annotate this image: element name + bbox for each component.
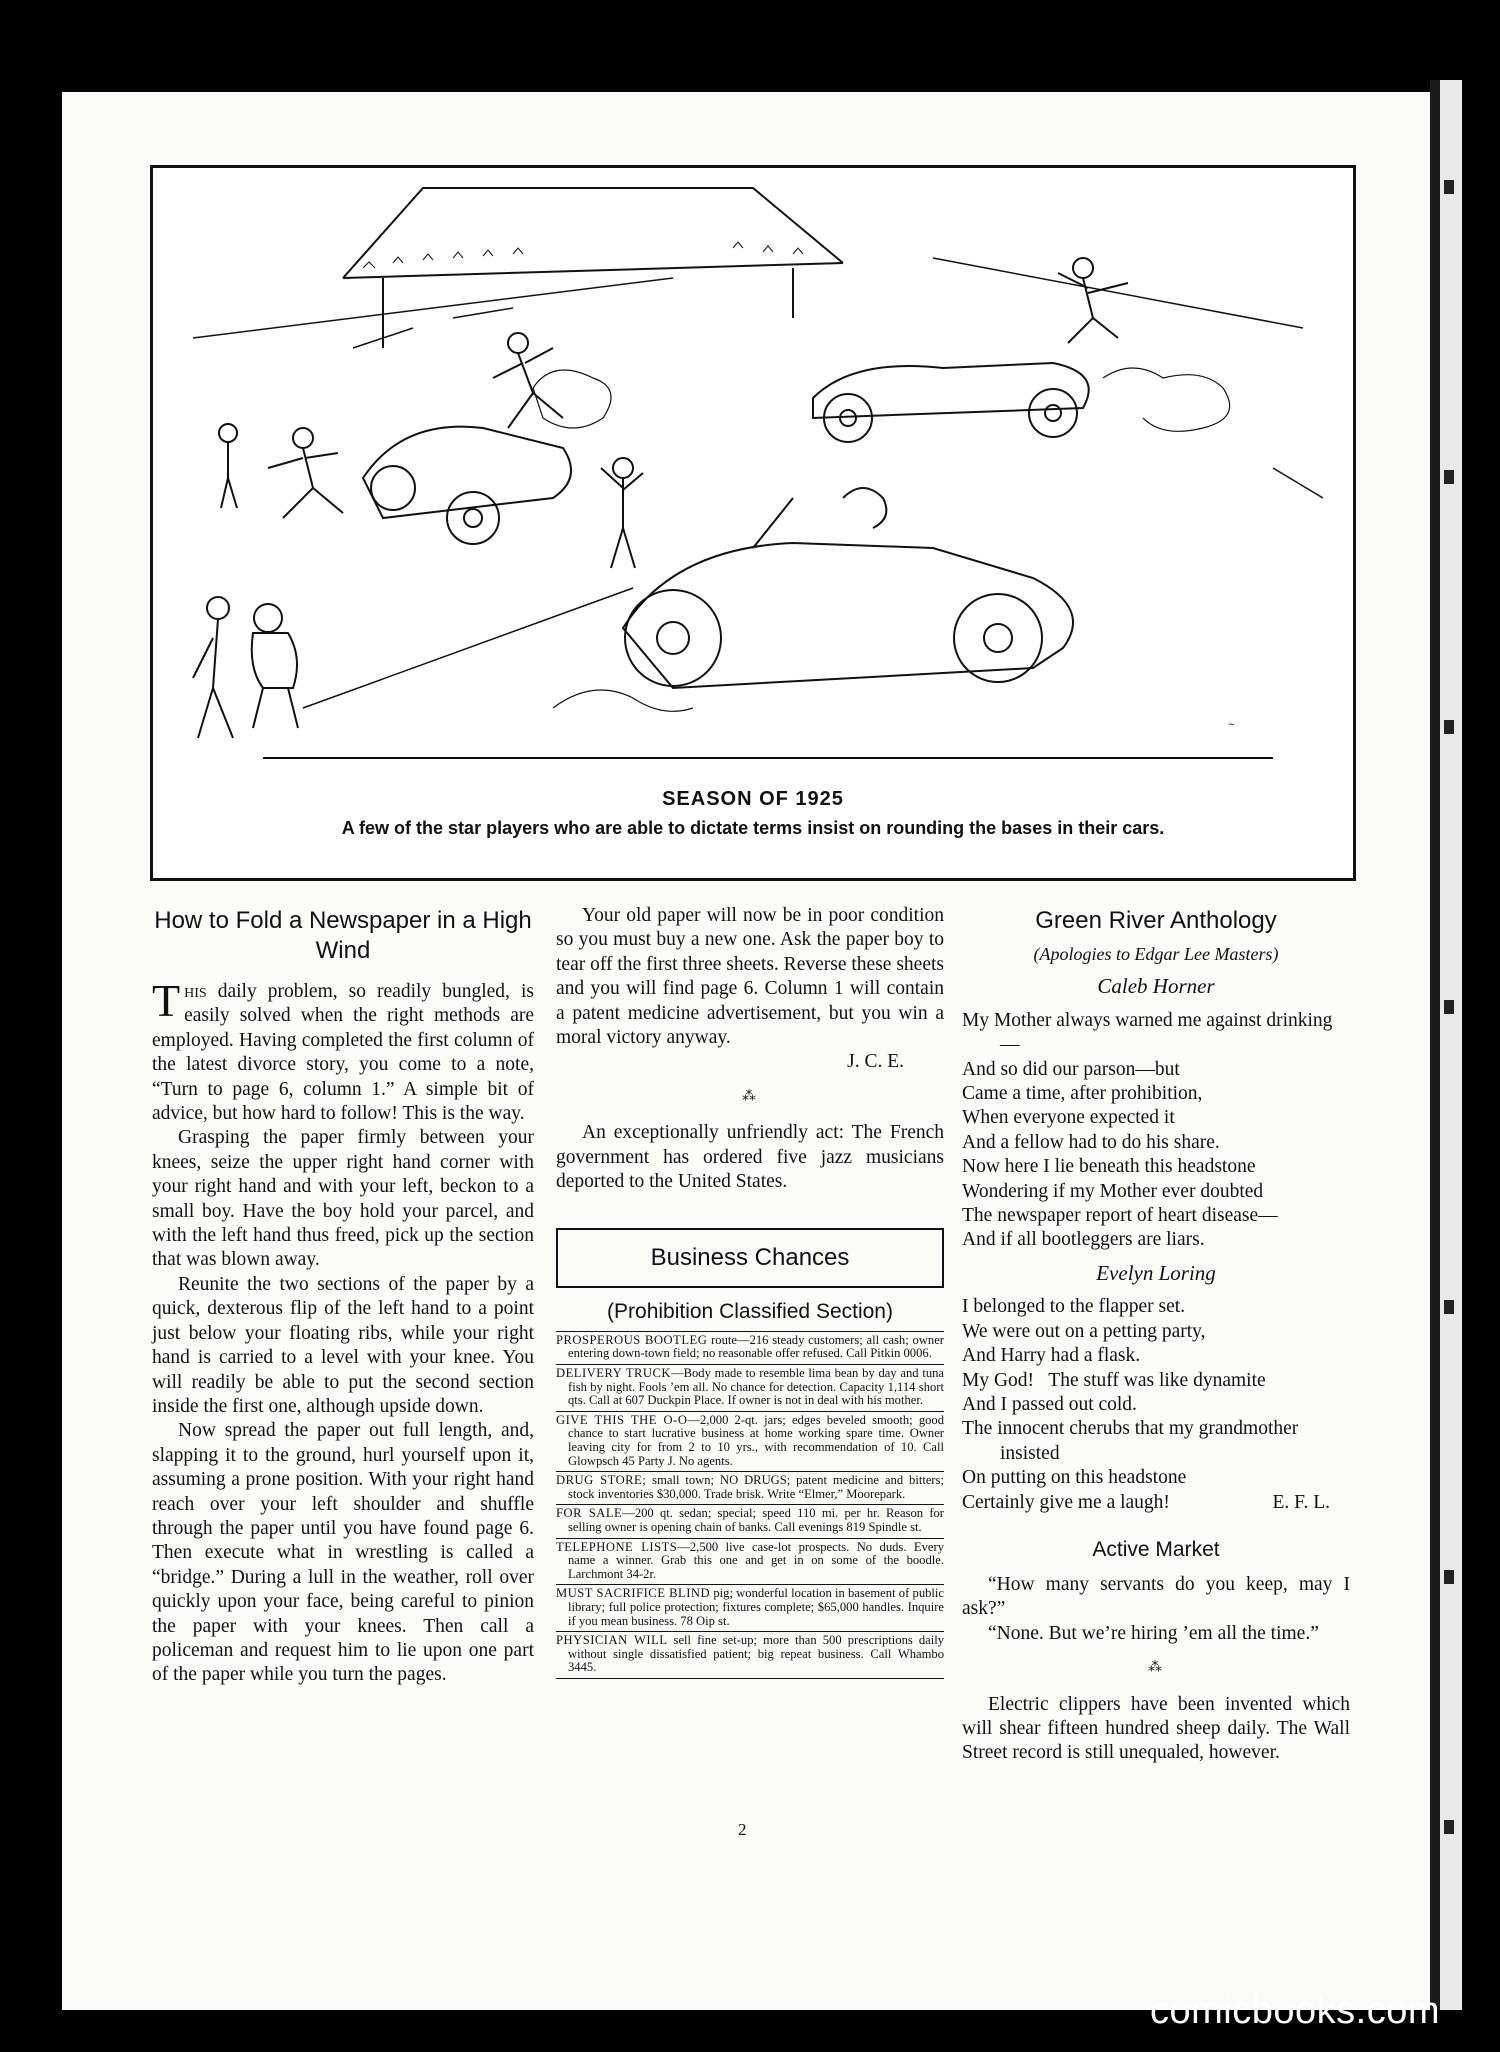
poem-line: Certainly give me a laugh! (962, 1491, 1170, 1513)
poem-line: And so did our parson—but (962, 1058, 1180, 1080)
separator-stars: ⁂ (1148, 1660, 1164, 1676)
edge-mark (1444, 1000, 1454, 1014)
artist-signature: ~ (1228, 719, 1235, 731)
poem-caleb-horner (962, 1009, 1350, 1253)
edge-mark (1444, 1300, 1454, 1314)
poem-line: And a fellow had to do his share. (962, 1131, 1220, 1153)
separator-stars: ⁂ (742, 1088, 758, 1104)
poem-line: And Harry had a flask. (962, 1345, 1141, 1367)
article-paragraph: Now spread the paper out full length, and, slapping it to the ground, hurl yourself upon it, assuming a prone position. With your right hand reach over your left shoulder and shuffle through the paper until you have found page 6. Then execute what in wrestling is called a “bridge.” During a lull in the weather, roll over quickly upon your face, being careful to pinion the paper with your knees. Then call a policeman and request him to lie upon one part of the paper while you turn the pages. (152, 1420, 534, 1686)
cartoon-caption-text: A few of the star players who are able to dictate terms insist on rounding the bases in their cars. (341, 818, 1165, 838)
business-chances-heading: Business Chances (556, 1228, 944, 1288)
poem-line: And I passed out cold. (962, 1393, 1137, 1415)
lead-smallcaps: his (184, 981, 207, 1002)
poem-line: When everyone expected it (962, 1107, 1175, 1129)
jazz-item: An exceptionally unfriendly act: The French government has ordered five jazz musicians deported to the United States. (556, 1122, 944, 1193)
edge-mark (1444, 1820, 1454, 1834)
paragraph-text: daily problem, so readily bungled, is easily solved when the right methods are employed. Having completed the first column of the latest divorce story, you come to a note, “Turn to page 6, column 1.” A simple bit of advice, but how hard to follow! This is the way. (152, 981, 534, 1125)
active-market-paragraph: “How many servants do you keep, may I ask?” (962, 1573, 1350, 1620)
cartoon-drawing (153, 168, 1353, 778)
ad-head: FOR SALE (556, 1506, 623, 1521)
classified-ad (556, 1584, 944, 1631)
column-1 (152, 900, 534, 1688)
page-number: 2 (738, 1820, 747, 1839)
poem-line: The innocent cherubs that my grandmother insisted (962, 1418, 1299, 1464)
poem-line: We were out on a petting party, (962, 1320, 1206, 1342)
ad-head: DELIVERY TRUCK (556, 1366, 672, 1381)
edge-mark (1444, 180, 1454, 194)
classified-ad (556, 1538, 944, 1585)
business-chances-subtitle: (Prohibition Classified Section) (607, 1300, 893, 1324)
clippers-item: Electric clippers have been invented which will shear fifteen hundred sheep daily. The Wall Street record is still unequaled, however. (962, 1693, 1350, 1764)
classified-ad (556, 1364, 944, 1411)
cartoon-caption-title: SEASON OF 1925 (662, 788, 844, 810)
poem-line: My God! The stuff was like dynamite (962, 1369, 1266, 1391)
cartoon-illustration (150, 165, 1356, 881)
ad-head: DRUG STORE; (556, 1473, 647, 1488)
edge-mark (1444, 1570, 1454, 1584)
drop-cap: T (152, 975, 181, 1026)
edge-mark (1444, 470, 1454, 484)
anthology-subtitle: (Apologies to Edgar Lee Masters) (1033, 944, 1279, 964)
poem-evelyn-loring (962, 1295, 1350, 1515)
article-continuation: Your old paper will now be in poor condition so you must buy a new one. Ask the paper boy to tear off the first three sheets. Reverse these sheets and you will find page 6. Column 1 will contain a patent medicine advertisement, but you win a moral victory anyway. (556, 905, 944, 1049)
page-edge (1440, 80, 1462, 2010)
classified-ad (556, 1504, 944, 1537)
ad-body: —2,500 live case-lot prospects. No duds. Every name a winner. Grab this one and get in on some of the boodle. Larchmont 34-2r. (568, 1539, 944, 1581)
article-paragraph: Grasping the paper firmly between your knees, seize the upper right hand corner with your right hand and with your left, beckon to a small boy. Have the boy hold your parcel, and with the left hand thus freed, pick up the section that was blown away. (152, 1127, 534, 1271)
column-3 (962, 900, 1350, 1766)
ad-body: —200 qt. sedan; special; speed 110 mi. per hr. Reason for selling owner is opening chain of banks. Call evenings 819 Spindle st. (568, 1506, 945, 1534)
ad-body: pig; wonderful location in basement of public library; full police protection; fixtures complete; $65,000 handles. Inquire if you mean business. 78 Oip st. (568, 1586, 945, 1628)
active-market-paragraph: “None. But we’re hiring ’em all the time.” (988, 1622, 1319, 1644)
article-paragraph: Reunite the two sections of the paper by a quick, dexterous flip of the left hand to a point just below your floating ribs, while your right hand is carried to a level with your knee. You will readily be able to put the second section inside the first one, although upside down. (152, 1273, 534, 1417)
poem-line: I belonged to the flapper set. (962, 1296, 1186, 1318)
ad-body: route—216 steady customers; all cash; owner entering down-town field; no reasonable offer refused. Call Pitkin 0006. (568, 1332, 944, 1361)
ad-head: GIVE THIS THE O-O (556, 1412, 688, 1427)
ad-head: TELEPHONE LISTS (556, 1539, 678, 1554)
classified-ad (556, 1411, 944, 1471)
article-signature: J. C. E. (847, 1051, 904, 1073)
poem-last-line (962, 1491, 1350, 1515)
anthology-headline: Green River Anthology (1035, 907, 1277, 934)
ad-head: MUST SACRIFICE BLIND (556, 1586, 711, 1601)
poem-title-evelyn-loring: Evelyn Loring (1096, 1260, 1216, 1285)
poem-line: Wondering if my Mother ever doubted (962, 1180, 1264, 1202)
ad-body: —2,000 2-qt. jars; edges beveled smooth; good chance to start lucrative business at home working spare time. Owner leaving city for from 2 to 10 yrs., with recommendation of 10. Call Glowpsch 45 Party J. No agents. (568, 1412, 945, 1468)
article-headline-fold-newspaper: How to Fold a Newspaper in a High Wind (154, 907, 532, 964)
ad-body: small town; NO DRUGS; patent medicine and bitters; stock inventories $30,000. Trade brisk. Write “Elmer,” Moorepark. (568, 1473, 945, 1501)
poem-line: And if all bootleggers are liars. (962, 1229, 1205, 1251)
poem-line: Came a time, after prohibition, (962, 1083, 1203, 1105)
active-market-headline: Active Market (1092, 1537, 1220, 1561)
poem-line: My Mother always warned me against drinking— (962, 1009, 1333, 1056)
poem-line: The newspaper report of heart disease— (962, 1205, 1278, 1227)
ad-head: PHYSICIAN WILL (556, 1633, 668, 1648)
poem-signature: E. F. L. (1272, 1491, 1330, 1513)
classified-ad (556, 1331, 944, 1364)
watermark: comicbooks.com (1150, 1990, 1440, 2032)
column-2 (556, 900, 944, 1679)
poem-line: On putting on this headstone (962, 1467, 1187, 1489)
classified-ads (556, 1331, 944, 1679)
ad-body: sell fine set-up; more than 500 prescriptions daily without single dissatisfied patient; big repeat business. Call Whambo 3445. (568, 1633, 945, 1675)
article-paragraph (152, 975, 534, 1126)
ad-body: —Body made to resemble lima bean by day and tuna fish by night. Fools ’em all. No chance for detection. Capacity 1,114 short qts. Call at 607 Duckpin Place. If owner is not in deal with his mother. (568, 1366, 945, 1408)
classified-ad (556, 1631, 944, 1679)
edge-mark (1444, 720, 1454, 734)
poem-title-caleb-horner: Caleb Horner (1097, 974, 1215, 999)
classified-ad (556, 1471, 944, 1504)
ad-head: PROSPEROUS BOOTLEG (556, 1332, 708, 1347)
poem-line: Now here I lie beneath this headstone (962, 1156, 1256, 1178)
